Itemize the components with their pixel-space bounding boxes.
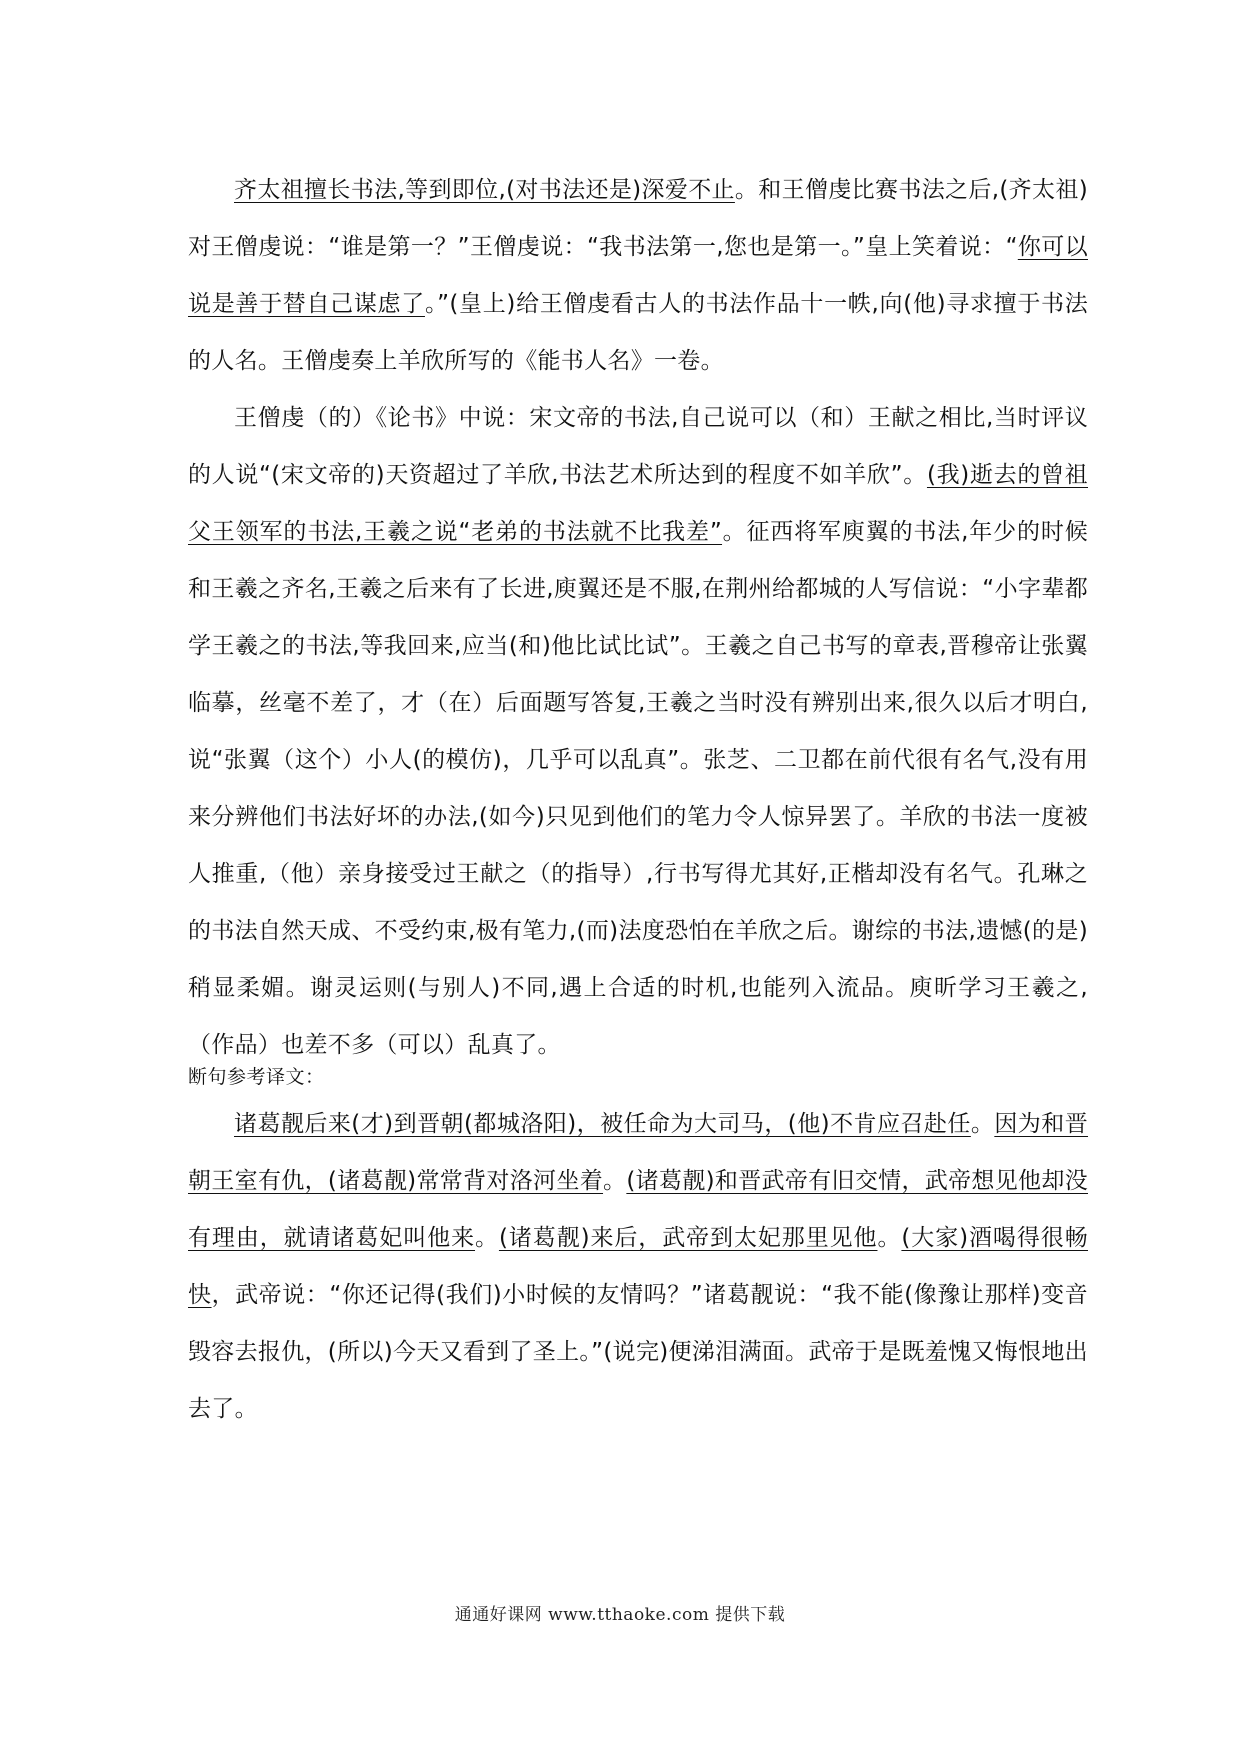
text-run: ，武帝说：“你还记得(我们)小时候的友情吗？”诸葛靓说：“我不能(像豫让那样)变音毁容去报仇，(所以)今天又看到了圣上。”(说完)便涕泪满面。武帝于是既羞愧又悔恨地出去了。 xyxy=(188,1282,1088,1422)
underlined-text: (大家)酒喝得很畅快 xyxy=(188,1225,1088,1308)
underlined-text: 你可以说是善于替自己谋虑了 xyxy=(188,234,1088,317)
paragraph-zhuge-jing xyxy=(188,1096,1088,1438)
text-run: 王僧虔（的）《论书》中说：宋文帝的书法,自己说可以（和）王献之相比,当时评议的人说“(宋文帝的)天资超过了羊欣,书法艺术所达到的程度不如羊欣”。 xyxy=(188,405,1088,488)
underlined-text: (诸葛靓)和晋武帝有旧交情，武帝想见他却没有理由，就请诸葛妃叫他来 xyxy=(188,1168,1088,1251)
underlined-text: (诸葛靓)来后，武帝到太妃那里见他 xyxy=(498,1225,878,1251)
page-footer: 通通好课网 www.tthaoke.com 提供下载 xyxy=(454,1605,786,1625)
underlined-text: 齐太祖擅长书法,等到即位,(对书法还是)深爱不止 xyxy=(234,177,735,203)
text-run: 。”(皇上)给王僧虔看古人的书法作品十一帙,向(他)寻求擅于书法的人名。王僧虔奏上羊欣所写的《能书人名》一卷。 xyxy=(188,291,1089,374)
text-run: 。和王僧虔比赛书法之后,(齐太祖)对王僧虔说：“谁是第一？”王僧虔说：“我书法第一,您也是第一。”皇上笑着说：“ xyxy=(188,177,1088,260)
text-run: 。 xyxy=(970,1111,995,1137)
underlined-text: (我)逝去的曾祖父王领军的书法,王羲之说“老弟的书法就不比我差” xyxy=(188,462,1088,545)
text-run: 。 xyxy=(475,1225,499,1251)
text-run: 。征西将军庾翼的书法,年少的时候和王羲之齐名,王羲之后来有了长进,庾翼还是不服,在荆州给都城的人写信说：“小字辈都学王羲之的书法,等我回来,应当(和)他比试比试”。王羲之自己书写的章表,晋穆帝让张翼临摹，丝毫不差了，才（在）后面题写答复,王羲之当时没有辨别出来,很久以后才明白,说“张翼（这个）小人(的模仿)，几乎可以乱真”。张芝、二卫都在前代很有名气,没有用来分辨他们书法好坏的办法,(如今)只见到他们的笔力令人惊异罢了。羊欣的书法一度被人推重,（他）亲身接受过王献之（的指导）,行书写得尤其好,正楷却没有名气。孔琳之的书法自然天成、不受约束,极有笔力,(而)法度恐怕在羊欣之后。谢综的书法,遗憾(的是)稍显柔媚。谢灵运则(与别人)不同,遇上合适的时机,也能列入流品。庾昕学习王羲之,（作品）也差不多（可以）乱真了。 xyxy=(188,519,1088,1058)
document-body xyxy=(188,162,1088,1438)
underlined-text: 因为和晋朝王室有仇，(诸葛靓)常常背对洛河坐着 xyxy=(188,1111,1089,1194)
paragraph-taizu xyxy=(188,162,1088,390)
text-run: 。 xyxy=(877,1225,902,1251)
text-run: 。 xyxy=(603,1168,627,1194)
underlined-text: 诸葛靓后来(才)到晋朝(都城洛阳)，被任命为大司马，(他)不肯应召赴任 xyxy=(234,1111,971,1137)
paragraph-lunshu xyxy=(188,390,1088,1074)
section-heading: 断句参考译文： xyxy=(188,1066,325,1088)
